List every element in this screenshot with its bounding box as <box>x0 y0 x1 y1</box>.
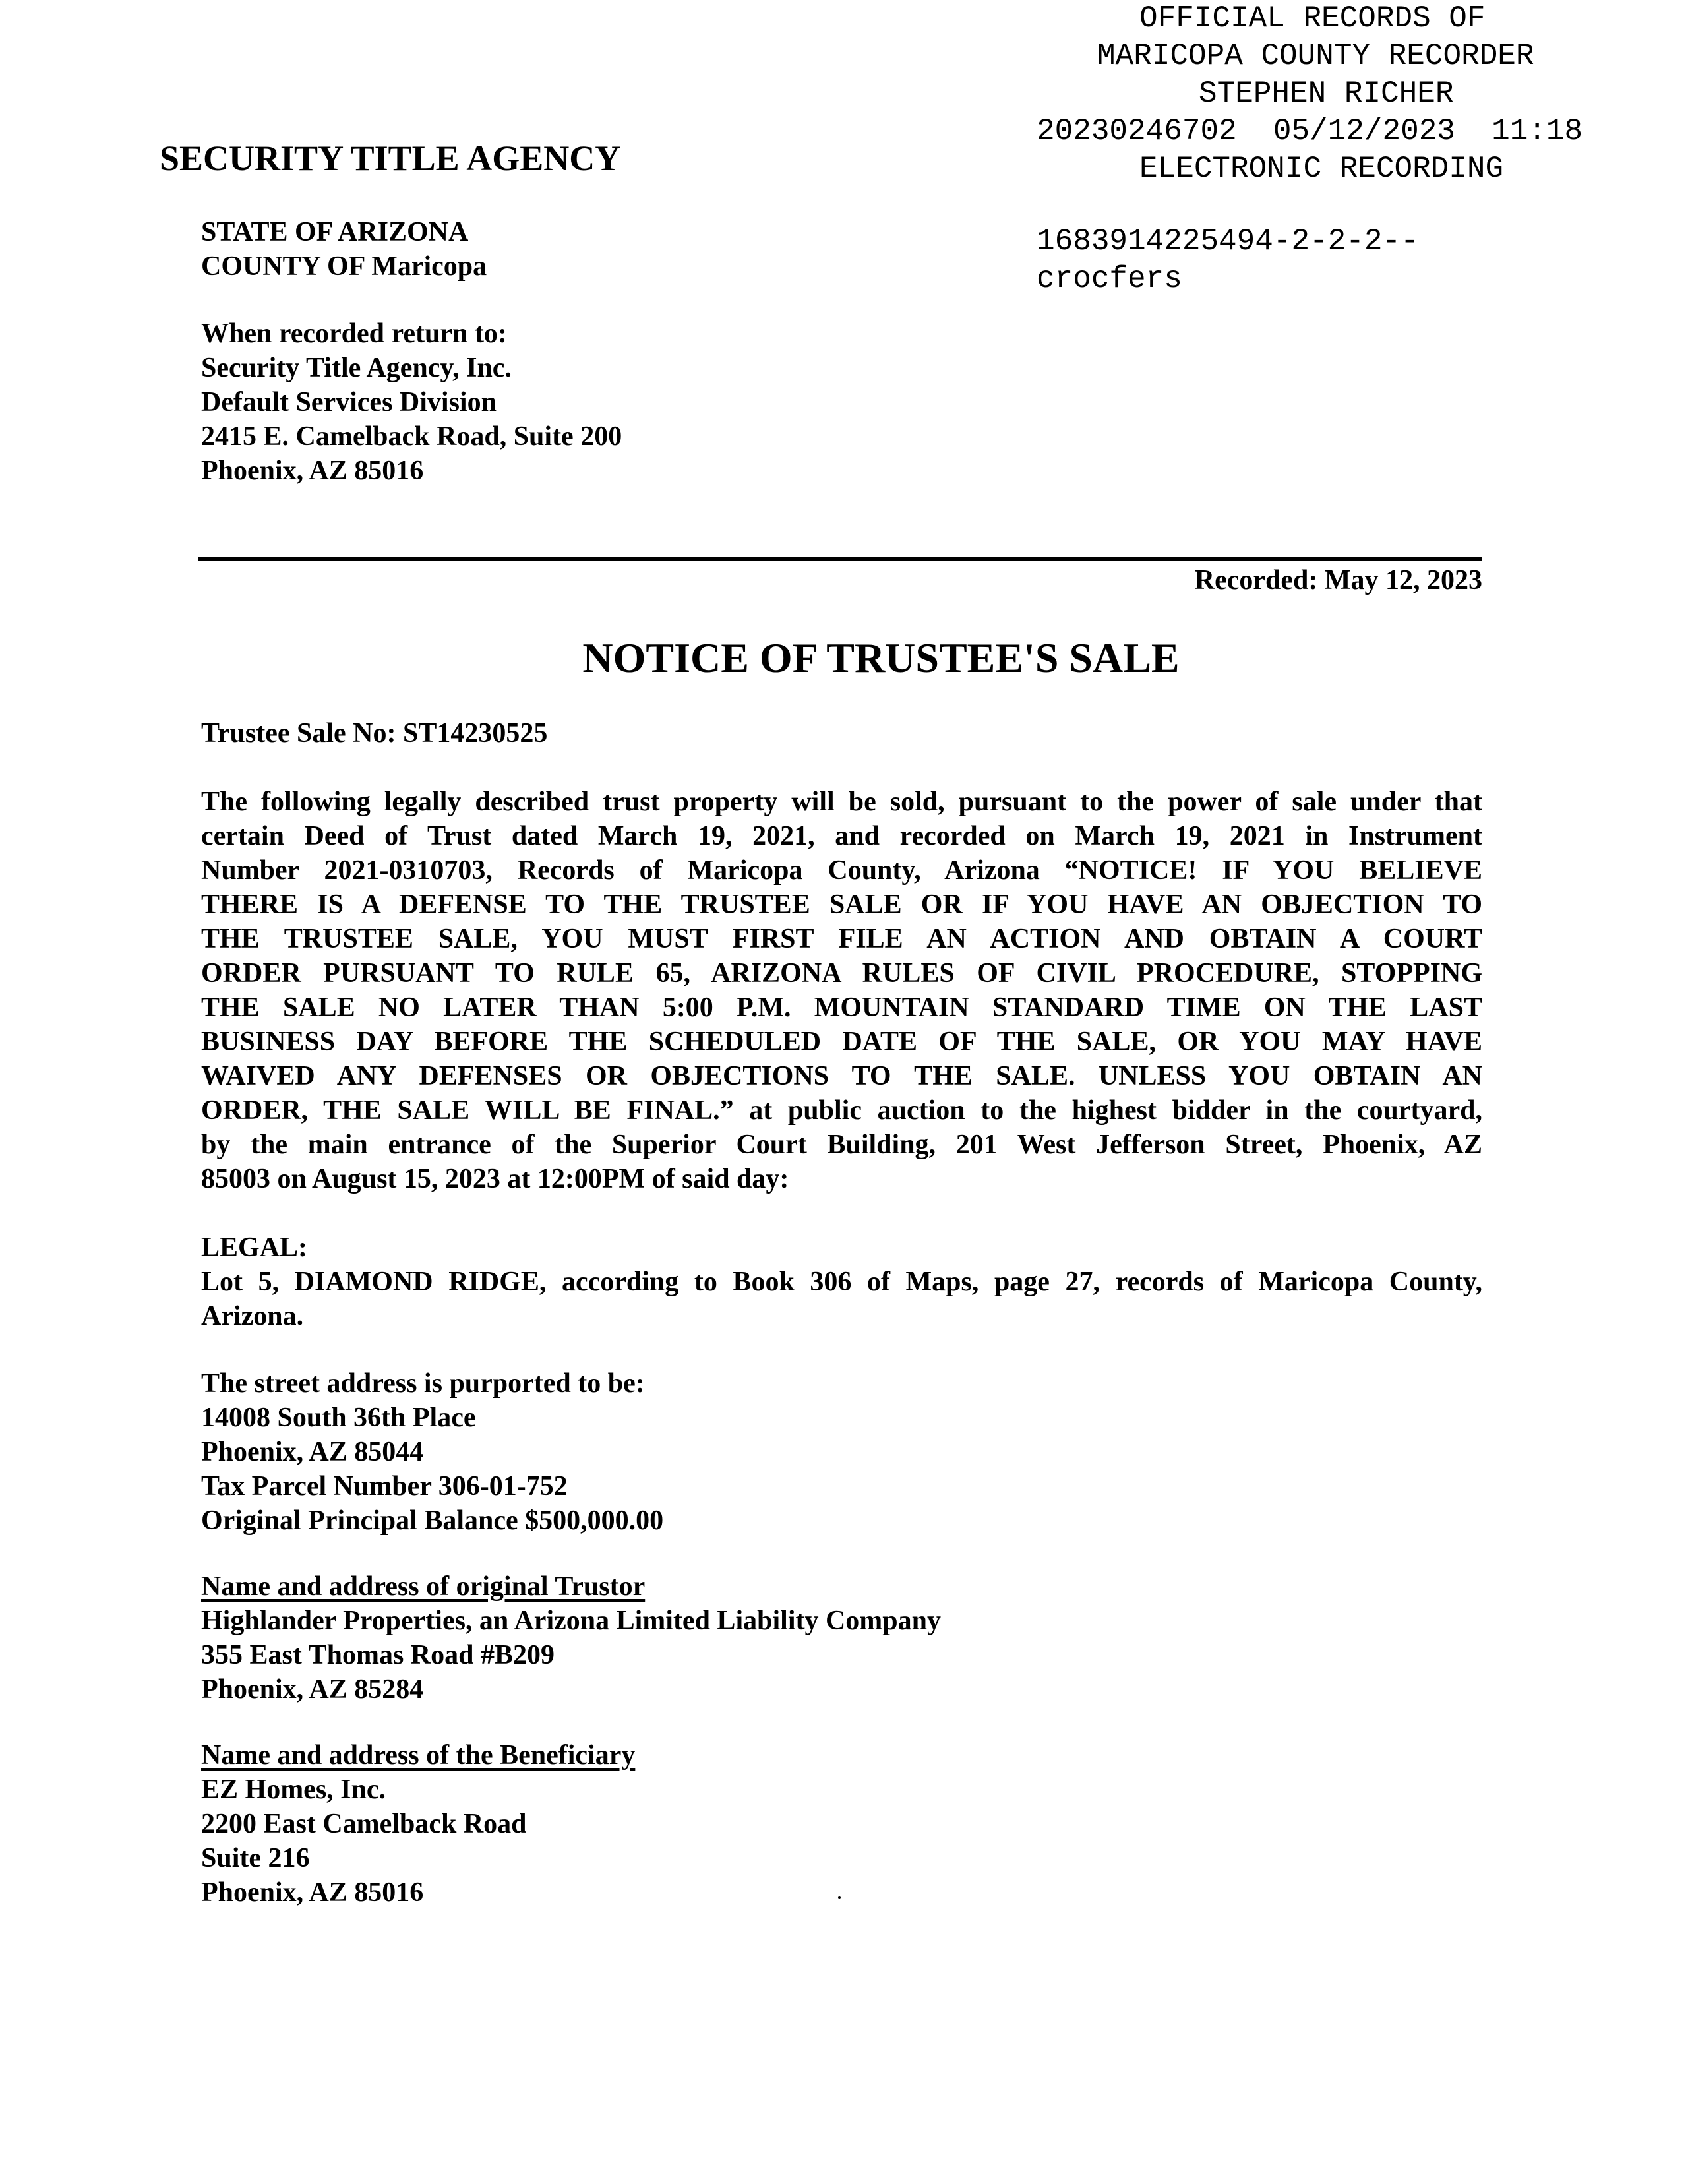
body-line: certain Deed of Trust dated March 19, 2021, and recorded on March 19, 2021 in Instrument <box>201 821 1482 851</box>
body-line: BUSINESS DAY BEFORE THE SCHEDULED DATE OF THE SALE, OR YOU MAY HAVE <box>201 1027 1482 1057</box>
body-line: The following legally described trust property will be sold, pursuant to the power of sale under that <box>201 787 1482 817</box>
body-line: THE SALE NO LATER THAN 5:00 P.M. MOUNTAIN STANDARD TIME ON THE LAST <box>201 992 1482 1023</box>
recorder-line-electronic: ELECTRONIC RECORDING <box>1139 152 1504 186</box>
recorder-line-official: OFFICIAL RECORDS OF <box>1139 1 1486 36</box>
trustor-block <box>201 1569 941 1707</box>
notice-title: NOTICE OF TRUSTEE'S SALE <box>582 634 1180 681</box>
property-street: 14008 South 36th Place <box>201 1403 476 1433</box>
beneficiary-heading: Name and address of the Beneficiary <box>201 1740 636 1771</box>
trustee-sale-number: Trustee Sale No: ST14230525 <box>201 718 548 748</box>
legal-description-block <box>201 1230 1482 1333</box>
recorder-line-number-date: 20230246702 05/12/2023 11:18 <box>1037 114 1583 148</box>
return-to-block <box>201 317 622 488</box>
body-line: ORDER, THE SALE WILL BE FINAL.” at public auction to the highest bidder in the courtyard, <box>201 1095 1482 1126</box>
legal-label: LEGAL: <box>201 1232 308 1263</box>
trustor-heading: Name and address of original Trustor <box>201 1571 646 1602</box>
return-to-street: 2415 E. Camelback Road, Suite 200 <box>201 421 622 452</box>
trustor-street: 355 East Thomas Road #B209 <box>201 1640 555 1670</box>
beneficiary-city: Phoenix, AZ 85016 <box>201 1877 424 1908</box>
body-line: THERE IS A DEFENSE TO THE TRUSTEE SALE OR IF YOU HAVE AN OBJECTION TO <box>201 890 1482 920</box>
legal-line1: Lot 5, DIAMOND RIDGE, according to Book 306 of Maps, page 27, records of Maricopa County, <box>201 1267 1482 1297</box>
jurisdiction-block <box>201 215 487 284</box>
beneficiary-block <box>201 1738 635 1910</box>
property-label: The street address is purported to be: <box>201 1368 645 1399</box>
legal-line2: Arizona. <box>201 1301 304 1331</box>
original-principal-balance: Original Principal Balance $500,000.00 <box>201 1505 664 1536</box>
beneficiary-street: 2200 East Camelback Road <box>201 1809 527 1839</box>
return-to-label: When recorded return to: <box>201 318 507 349</box>
document-id-line1: 1683914225494-2-2-2-- <box>1037 224 1419 258</box>
beneficiary-name: EZ Homes, Inc. <box>201 1774 386 1805</box>
document-id-line2: crocfers <box>1037 262 1182 296</box>
recorder-stamp <box>989 0 1688 188</box>
scan-speck <box>838 1896 841 1899</box>
state-line: STATE OF ARIZONA <box>201 217 469 247</box>
recorded-date: Recorded: May 12, 2023 <box>1194 565 1482 595</box>
trustor-city: Phoenix, AZ 85284 <box>201 1674 424 1705</box>
body-line: WAIVED ANY DEFENSES OR OBJECTIONS TO THE SALE. UNLESS YOU OBTAIN AN <box>201 1061 1482 1091</box>
agency-title: SECURITY TITLE AGENCY <box>160 138 621 178</box>
recorder-line-county: MARICOPA COUNTY RECORDER <box>1097 39 1534 73</box>
body-line: Number 2021-0310703, Records of Maricopa County, Arizona “NOTICE! IF YOU BELIEVE <box>201 855 1482 886</box>
document-id-block <box>1037 223 1419 298</box>
body-line: ORDER PURSUANT TO RULE 65, ARIZONA RULES OF CIVIL PROCEDURE, STOPPING <box>201 958 1482 988</box>
tax-parcel-number: Tax Parcel Number 306-01-752 <box>201 1471 568 1502</box>
body-line: by the main entrance of the Superior Court Building, 201 West Jefferson Street, Phoenix, AZ <box>201 1130 1482 1160</box>
beneficiary-suite: Suite 216 <box>201 1843 310 1873</box>
notice-body-paragraph <box>201 785 1482 1196</box>
return-to-city: Phoenix, AZ 85016 <box>201 456 424 486</box>
property-address-block <box>201 1366 663 1538</box>
property-city: Phoenix, AZ 85044 <box>201 1437 424 1467</box>
body-line: THE TRUSTEE SALE, YOU MUST FIRST FILE AN ACTION AND OBTAIN A COURT <box>201 924 1482 954</box>
header-divider <box>198 557 1482 561</box>
county-line: COUNTY OF Maricopa <box>201 251 487 282</box>
body-line: 85003 on August 15, 2023 at 12:00PM of said day: <box>201 1164 789 1194</box>
return-to-division: Default Services Division <box>201 387 497 417</box>
return-to-name: Security Title Agency, Inc. <box>201 353 512 383</box>
recorder-line-name: STEPHEN RICHER <box>1199 76 1454 111</box>
trustor-name: Highlander Properties, an Arizona Limited Liability Company <box>201 1606 942 1636</box>
